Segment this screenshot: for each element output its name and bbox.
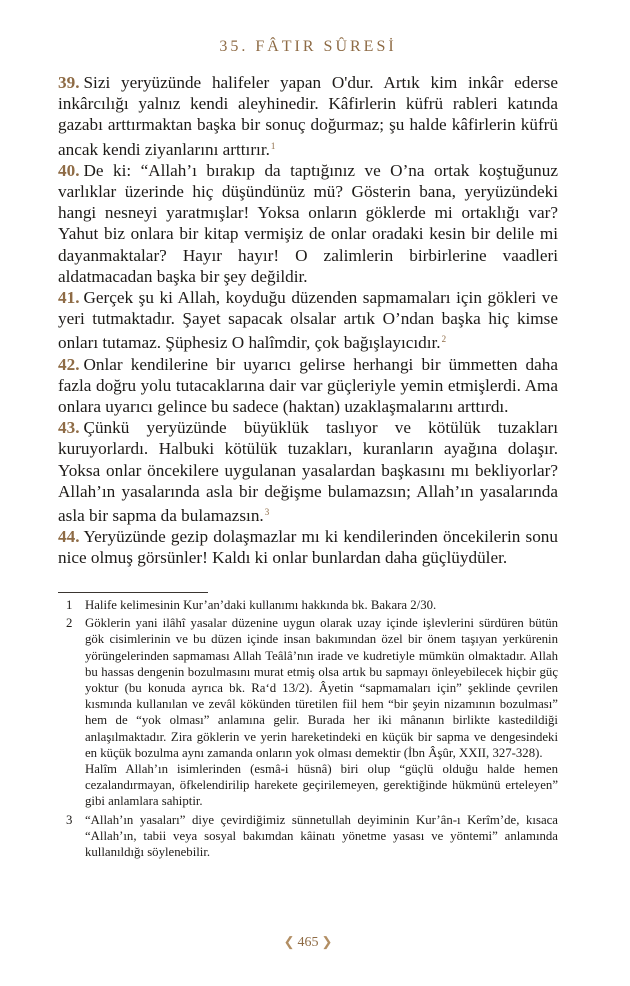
footnotes [58,597,558,862]
verse-text: Gerçek şu ki Allah, koyduğu düzenden sapmamaları için gökleri ve yeri tutmaktadır. Şayet sapacak olsalar artık O’ndan başka hiç kimse onları tutamaz. Şüphesiz O halîmdir, çok bağışlayıcıdır. [58,288,558,353]
footnote-body [85,597,558,613]
verse-number: 39. [58,73,80,92]
footnote-paragraph: Halife kelimesinin Kur’an’daki kullanımı hakkında bk. Bakara 2/30. [85,598,437,612]
verse-list [58,72,558,569]
footnote-divider [58,592,208,593]
page-number: 465 [297,935,319,950]
footnote-ref[interactable]: 3 [264,507,270,518]
verse-number: 44. [58,527,80,547]
verse-44 [58,526,558,568]
verse-40 [58,160,558,287]
verse-number: 42. [58,354,80,374]
footnote-ref[interactable]: 1 [270,140,276,151]
verse-text: Sizi yeryüzünde halifeler yapan O'dur. Artık kim inkâr ederse inkârcılığı yalnız kendi aleyhinedir. Kâfirlerin küfrü rableri katında gazabı arttırmaktan başka bir sonuç doğurmaz; şu halde kâfirlerin küfrü ancak kendi ziyanlarını arttırır. [58,73,558,159]
verse-43 [58,417,558,526]
left-ornament-icon: ❮ [283,934,295,949]
footnote-body [85,615,558,809]
footnote-paragraph: “Allah’ın yasaları” diye çevirdiğimiz sünnetullah deyiminin Kur’ân-ı Kerîm’de, kısaca “Allah’ın, tabii veya sosyal bakımdan kâinatı yönetme yasası ve yöntemi” anlamında kullanıldığı söylenebilir. [85,812,558,860]
footnote-number: 2 [66,616,73,631]
verse-41 [58,287,558,354]
footnote-number: 1 [66,598,73,612]
running-header: 35. FÂTIR SÛRESİ [219,38,397,55]
verse-text: De ki: “Allah’ı bırakıp da taptığınız ve O’na ortak koştuğunuz varlıklar üzerinde hiç düşündünüz mü? Gösterin bana, yeryüzündeki hangi nesneyi yaratmışlar! Yoksa onların göklerde mi ortaklığı var? Yahut biz onlara bir kitap vermişiz de onlar oradaki kesin bir delile mi dayanmaktalar? Hayır hayır! O zalimlerin birbirlerine vaadleri aldatmacadan başka bir şey değildir. [58,160,558,286]
footnote-paragraph: Halîm Allah’ın isimlerinden (esmâ-i hüsnâ) biri olup “güçlü olduğu halde hemen cezalandırmayan, öfkelendirilip harekete geçirilemeyen, gerektiğinde hükmünü erteleyen” gibi anlamlara sahiptir. [85,762,558,809]
verse-number: 41. [58,288,80,308]
verse-42 [58,354,558,418]
footnote-2 [58,615,558,809]
verse-text: Çünkü yeryüzünde büyüklük taslıyor ve kötülük tuzakları kuruyorlardı. Halbuki kötülük tuzakları, kuranların ayağına dolaşır. Yoksa onlar öncekilere uygulanan yasalardan başkasını mı bekliyorlar? Allah’ın yasalarında asla bir değişme bulamazsın; Allah’ın yasalarında asla bir sapma da bulamazsın. [58,418,558,526]
verse-number: 40. [58,160,80,180]
footnote-number: 3 [66,812,73,827]
verse-number: 43. [58,418,80,438]
footnote-1 [58,597,558,613]
verse-text: Onlar kendilerine bir uyarıcı gelirse herhangi bir ümmetten daha fazla doğru yolu tutacaklarına dair var güçleriyle yemin etmişlerdi. Ama onlara uyarıcı gelince bu sadece (haktan) uzaklaşmalarını arttırdı. [58,354,558,417]
page-number-block [58,934,558,951]
footnote-body [85,812,558,861]
right-ornament-icon: ❯ [321,934,333,949]
footnote-paragraph: Göklerin yani ilâhî yasalar düzenine uygun olarak uzay içinde işlevlerini sürdüren bütün gök cisimlerinin ve bu düzen içinde insan bakımından özel bir önem taşıyan yerkürenin yörüngelerinden sapmaması Allah Teâlâ’nın irade ve kudretiyle mümkün olmaktadır. Allah bu hassas dengenin bozulmasını murat etmiş olsa artık bu sapmayı önleyebilecek hiçbir güç yoktur (bu konuda ayrıca bk. Ra‘d 13/2). Âyetin “sapmamaları için” şeklinde çevrilen kısmında kullanılan ve zevâl kökünden türetilen fiil hem “bir şeyin nizamının bozulması” hem de “yok olması” anlamına gelir. Burada her iki mânanın birlikte kastedildiği anlaşılmaktadır. Zira göklerin ve yerin hareketindeki en küçük bir sapma ve dengesindeki en küçük bozulma aynı zamanda onların yok olması demektir (İbn Âşûr, XXII, 327-328). [85,616,558,760]
verse-39 [58,72,558,160]
footnote-3 [58,812,558,861]
verse-text: Yeryüzünde gezip dolaşmazlar mı ki kendilerinden öncekilerin sonu nice olmuş görsünler! Kaldı ki onlar bunlardan daha güçlüydüler. [58,527,558,568]
footnote-ref[interactable]: 2 [441,334,447,345]
